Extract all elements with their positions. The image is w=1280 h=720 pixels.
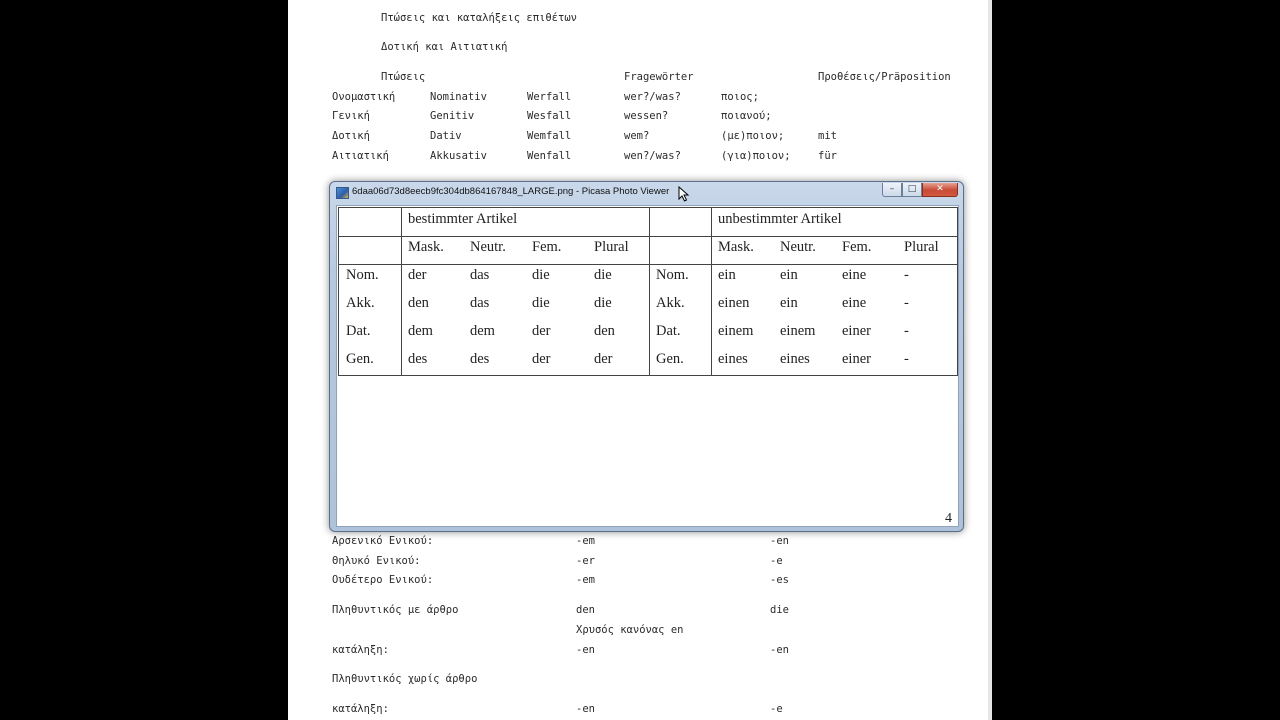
table-cell: eine [842,295,867,311]
ending-label: Αρσενικό Ενικού: [332,535,434,547]
case-german: Wesfall [527,110,572,122]
case-question: wem? [624,130,650,142]
table-cell: die [594,295,612,311]
ending-value: -en [576,644,595,656]
viewer-titlebar[interactable] [330,182,963,204]
ending-label: κατάληξη: [332,644,389,656]
document-scrollbar[interactable] [988,0,992,720]
golden-rule: Χρυσός κανόνας en [576,624,684,636]
case-latin: Dativ [430,130,462,142]
doc-title: Πτώσεις και καταλήξεις επιθέτων [381,12,577,24]
plural-with-article-b: die [770,604,789,616]
table-cell: die [532,267,550,283]
table-cell: ein [780,295,798,311]
case-preposition: mit [818,130,837,142]
table-divider [711,208,712,376]
viewer-title: 6daa06d73d8eecb9fc304db864167848_LARGE.png - Picasa Photo Viewer [352,186,670,197]
table-cell: - [904,295,909,311]
case-greek-question: (με)ποιον; [721,130,785,142]
table-cell: eines [718,351,748,367]
case-latin: Nominativ [430,91,487,103]
table-cell: dem [470,323,495,339]
maximize-button[interactable]: □ [902,183,922,197]
table-cell: - [904,323,909,339]
table-cell: einen [718,295,750,311]
table-cell: das [470,267,490,283]
ending-value: -en [576,703,595,715]
ending-label: Θηλυκό Ενικού: [332,555,421,567]
case-latin: Akkusativ [430,150,487,162]
table-cell: eines [780,351,810,367]
case-greek: Αιτιατική [332,150,389,162]
case-german: Wenfall [527,150,572,162]
minimize-button[interactable]: – [882,183,902,197]
gender-header: Fem. [842,239,872,255]
table-cell: - [904,267,909,283]
case-greek-question: ποιανού; [721,110,772,122]
ending-value: -en [770,535,789,547]
table-divider [339,236,957,237]
case-question: wen?/was? [624,150,681,162]
table-cell: - [904,351,909,367]
gender-header: Neutr. [780,239,816,255]
table-divider [339,264,957,265]
header-question-words: Fragewörter [624,71,694,83]
gender-header: Neutr. [470,239,506,255]
case-greek-question: (για)ποιον; [721,150,791,162]
case-german: Werfall [527,91,572,103]
case-preposition: für [818,150,837,162]
table-cell: das [470,295,490,311]
table-cell: der [408,267,427,283]
case-label: Dat. [346,323,371,339]
table-cell: einem [780,323,816,339]
header-cases: Πτώσεις [381,71,426,83]
table-cell: einem [718,323,754,339]
page-number: 4 [945,511,952,526]
table-cell: den [408,295,429,311]
table-cell: die [594,267,612,283]
case-label: Gen. [346,351,374,367]
table-cell: der [594,351,613,367]
ending-value: -er [576,555,595,567]
table-cell: die [532,295,550,311]
plural-with-article-a: den [576,604,595,616]
case-latin: Genitiv [430,110,475,122]
gender-header: Plural [594,239,629,255]
definite-article-header: bestimmter Artikel [408,211,518,227]
plural-with-article-label: Πληθυντικός με άρθρο [332,604,459,616]
case-greek: Γενική [332,110,370,122]
picasa-viewer-window[interactable] [329,181,964,532]
picasa-app-icon [336,187,349,199]
table-cell: des [408,351,428,367]
table-divider [649,208,650,376]
case-label: Dat. [656,323,681,339]
gender-header: Mask. [718,239,754,255]
table-cell: einer [842,351,871,367]
case-label: Akk. [656,295,685,311]
ending-value: -es [770,574,789,586]
ending-value: -em [576,574,595,586]
ending-value: -e [770,703,783,715]
ending-value: -e [770,555,783,567]
viewer-image-area[interactable] [336,205,959,527]
article-table [338,207,958,376]
doc-subtitle: Δοτική και Αιτιατική [381,41,508,53]
table-cell: einer [842,323,871,339]
close-button[interactable]: ✕ [922,183,958,197]
header-prepositions: Προθέσεις/Präposition [818,71,951,83]
ending-value: -em [576,535,595,547]
case-greek: Ονομαστική [332,91,396,103]
case-question: wessen? [624,110,669,122]
case-question: wer?/was? [624,91,681,103]
gender-header: Fem. [532,239,562,255]
gender-header: Plural [904,239,939,255]
case-label: Gen. [656,351,684,367]
table-cell: den [594,323,615,339]
case-label: Nom. [656,267,689,283]
table-cell: eine [842,267,867,283]
table-cell: der [532,351,551,367]
table-cell: der [532,323,551,339]
case-german: Wemfall [527,130,572,142]
case-label: Akk. [346,295,375,311]
case-label: Nom. [346,267,379,283]
ending-value: -en [770,644,789,656]
table-divider [401,208,402,376]
table-cell: dem [408,323,433,339]
case-greek-question: ποιος; [721,91,759,103]
indefinite-article-header: unbestimmter Artikel [718,211,842,227]
table-cell: des [470,351,490,367]
gender-header: Mask. [408,239,444,255]
table-cell: ein [780,267,798,283]
ending-label: κατάληξη: [332,703,389,715]
table-cell: ein [718,267,736,283]
plural-without-article-label: Πληθυντικός χωρίς άρθρο [332,673,478,685]
ending-label: Ουδέτερο Ενικού: [332,574,434,586]
case-greek: Δοτική [332,130,370,142]
